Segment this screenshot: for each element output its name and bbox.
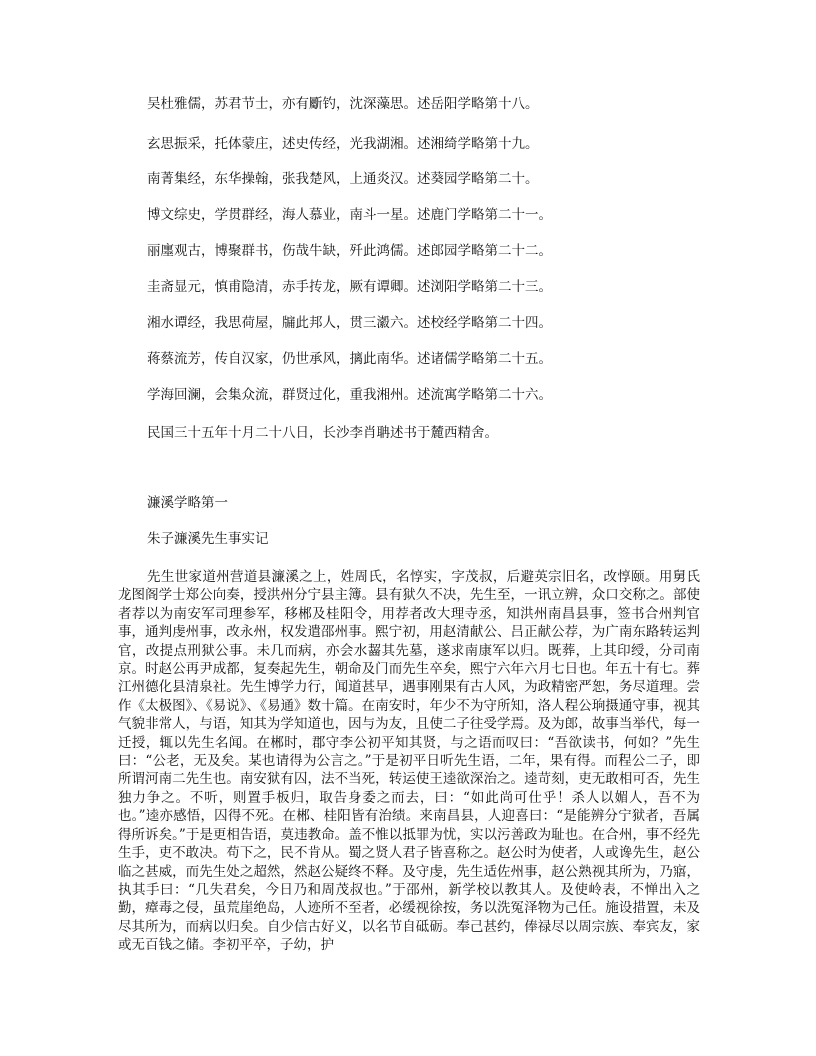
- summary-line: 玄思振采，托体蒙庄，述史传经，光我湖湘。述湘绮学略第十九。: [147, 136, 539, 152]
- body-paragraph: 先生世家道州营道县濂溪之上，姓周氏，名惇实，字茂叔，后避英宗旧名，改惇颐。用舅氏龙图阁学士郑公向奏，授洪州分宁县主簿。县有狱久不决，先生至，一讯立辨，众口交称之。部使者荐以为南安军司理参军，移郴及桂阳令，用荐者改大理寺丞，知洪州南昌县事，签书合州判官事，通判虔州事，改永州，权发遣邵州事。熙宁初，用赵清献公、吕正献公荐，为广南东路转运判官，改提点刑狱公事。未几而病，亦会水齧其先墓，遂求南康军以归。既葬，上其印绶，分司南京。时赵公再尹成都，复奏起先生，朝命及门而先生卒矣，熙宁六年六月七日也。年五十有七。葬江州德化县清泉社。先生博学力行，闻道甚早，遇事刚果有古人风，为政精密严恕，务尽道理。尝作《太极图》、《易说》、《易通》数十篇。在南安时，年少不为守所知，洛人程公珦摄通守事，视其气貌非常人，与语，知其为学知道也，因与为友，且使二子往受学焉。及为郎，故事当举代，每一迁授，辄以先生名闻。在郴时，郡守李公初平知其贤，与之语而叹曰：“吾欲读书，何如？”先生曰：“公老，无及矣。某也请得为公言之。”于是初平日听先生语，二年，果有得。而程公二子，即所谓河南二先生也。南安狱有囚，法不当死，转运使王逵欲深治之。逵苛刻，吏无敢相可否，先生独力争之。不听，则置手板归，取告身委之而去，曰：“如此尚可仕乎！杀人以媚人，吾不为也。”逵亦感悟，囚得不死。在郴、桂阳皆有治绩。来南昌县，人迎喜曰：“是能辨分宁狱者，吾属得所诉矣。”于是更相告语，莫违教命。盖不惟以抵罪为忧，实以污善政为耻也。在合州，事不经先生手，吏不敢决。苟下之，民不肯从。蜀之贤人君子皆喜称之。赵公时为使者，人或谗先生，赵公临之甚威，而先生处之超然，然赵公疑终不释。及守虔，先生适佐州事，赵公熟视其所为，乃寤，执其手曰：“几失君矣，今日乃和周茂叔也。”于邵州，新学校以教其人。及使岭表，不惮出入之勤，瘴毒之侵，虽荒崖绝岛，人迹所不至者，必缓视徐按，务以洗冤泽物为己任。施设措置，未及尽其所为，而病以归矣。自少信古好义，以名节自砥砺。奉己甚约，俸禄尽以周宗族、奉宾友，家或无百钱之储。李初平卒，子幼，护: [118, 569, 700, 954]
- summary-line: 丽廛观古，博聚群书，伤哉牛缺，歼此鸿儒。述郎园学略第二十二。: [147, 243, 552, 259]
- summary-line: 蒋蔡流芳，传自汉家，仍世承风，摛此南华。述诸儒学略第二十五。: [147, 351, 552, 367]
- summary-line: 学海回澜，会集众流，群贤过化，重我湘州。述流寓学略第二十六。: [147, 387, 552, 403]
- summary-line: 湘水谭经，我思荷屋，牖此邦人，贯三瀫六。述校经学略第二十四。: [147, 315, 552, 331]
- section-title: 濂溪学略第一: [147, 495, 228, 511]
- section-subtitle: 朱子濂溪先生事实记: [147, 531, 269, 547]
- summary-line: 南菁集经，东华操翰，张我楚风，上通炎汉。述葵园学略第二十。: [147, 171, 539, 187]
- summary-line: 博文综史，学贯群经，海人慕业，南斗一星。述鹿门学略第二十一。: [147, 207, 552, 223]
- summary-line: 吴杜雅儒，苏君节士，亦有斸钓，沈深藻思。述岳阳学略第十八。: [147, 96, 539, 112]
- signature-line: 民国三十五年十月二十八日，长沙李肖聃述书于麓西精舍。: [147, 425, 498, 441]
- summary-line: 圭斋显元，慎甫隐清，赤手抟龙，厥有谭卿。述浏阳学略第二十三。: [147, 279, 552, 295]
